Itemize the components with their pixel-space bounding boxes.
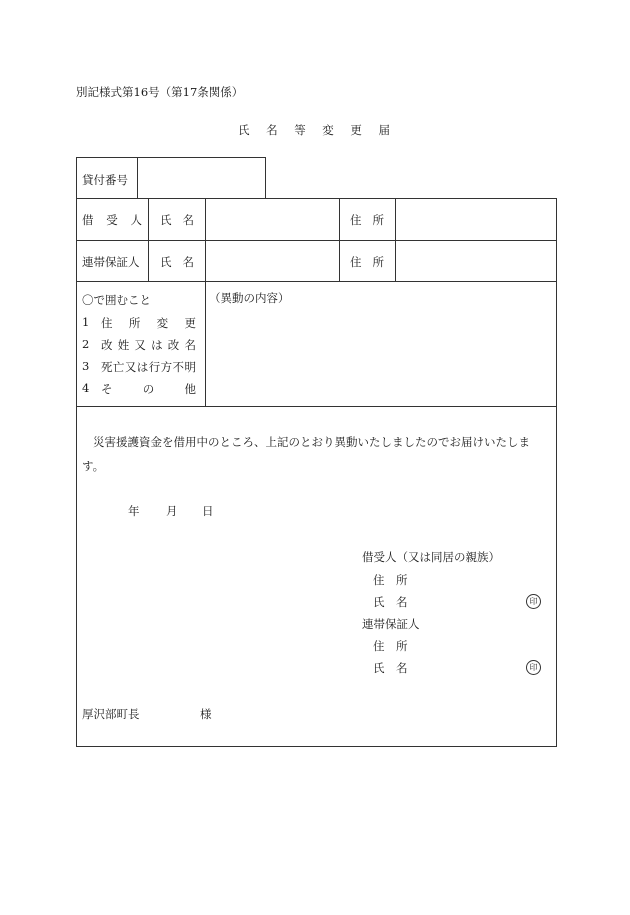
borrower-address-field[interactable] — [399, 202, 553, 236]
guarantor-address-label: 住 所 — [350, 255, 384, 269]
guarantor-address-field[interactable] — [399, 244, 553, 278]
guarantor-signature-address-label: 住 所 — [373, 639, 408, 653]
guarantor-name-field[interactable] — [209, 244, 335, 278]
borrower-name-field[interactable] — [209, 202, 335, 236]
change-content-label: （異動の内容） — [209, 291, 290, 305]
divider — [76, 281, 557, 282]
change-option-name[interactable]: 改 姓 又 は 改 名 — [101, 338, 196, 352]
date-day-label: 日 — [202, 504, 214, 518]
divider — [395, 198, 396, 281]
change-option-address[interactable]: 住 所 変 更 — [101, 316, 196, 330]
seal-mark: 印 — [526, 594, 541, 609]
change-option-number: 1 — [82, 315, 90, 329]
loan-number-label: 貸付番号 — [82, 173, 128, 187]
borrower-address-label: 住 所 — [350, 213, 384, 227]
guarantor-label: 連帯保証人 — [82, 255, 140, 269]
divider — [148, 198, 149, 281]
borrower-name-label: 氏 名 — [160, 213, 194, 227]
guarantor-name-label: 氏 名 — [160, 255, 194, 269]
declaration-text-end: す。 — [82, 459, 105, 473]
borrower-label: 借 受 人 — [82, 213, 142, 227]
change-content-field[interactable] — [209, 306, 553, 402]
addressee-honorific: 様 — [200, 707, 212, 721]
guarantor-signature-label: 連帯保証人 — [362, 617, 420, 631]
document-title: 氏 名 等 変 更 届 — [238, 123, 390, 137]
circle-instruction: 〇で囲むこと — [82, 293, 151, 307]
divider — [205, 198, 206, 406]
borrower-signature-label: 借受人（又は同居の親族） — [362, 550, 500, 564]
declaration-text: 災害援護資金を借用中のところ、上記のとおり異動いたしましたのでお届けいたしま — [93, 435, 530, 449]
form-number-header: 別記様式第16号（第17条関係） — [76, 85, 244, 99]
loan-number-field[interactable] — [142, 160, 262, 196]
divider — [339, 198, 340, 281]
change-option-number: 4 — [82, 381, 90, 395]
divider — [76, 406, 557, 407]
date-year-label: 年 — [128, 504, 140, 518]
change-option-death-missing[interactable]: 死 亡 又 は 行 方 不 明 — [101, 360, 196, 374]
date-month-label: 月 — [166, 504, 178, 518]
change-option-other[interactable]: そ の 他 — [101, 382, 196, 396]
change-option-number: 3 — [82, 359, 90, 373]
addressee-office: 厚沢部町長 — [82, 707, 140, 721]
seal-mark: 印 — [526, 660, 541, 675]
signature-name-label: 氏 名 — [373, 595, 408, 609]
guarantor-signature-name-label: 氏 名 — [373, 661, 408, 675]
change-option-number: 2 — [82, 337, 90, 351]
divider — [137, 157, 138, 199]
signature-address-label: 住 所 — [373, 573, 408, 587]
